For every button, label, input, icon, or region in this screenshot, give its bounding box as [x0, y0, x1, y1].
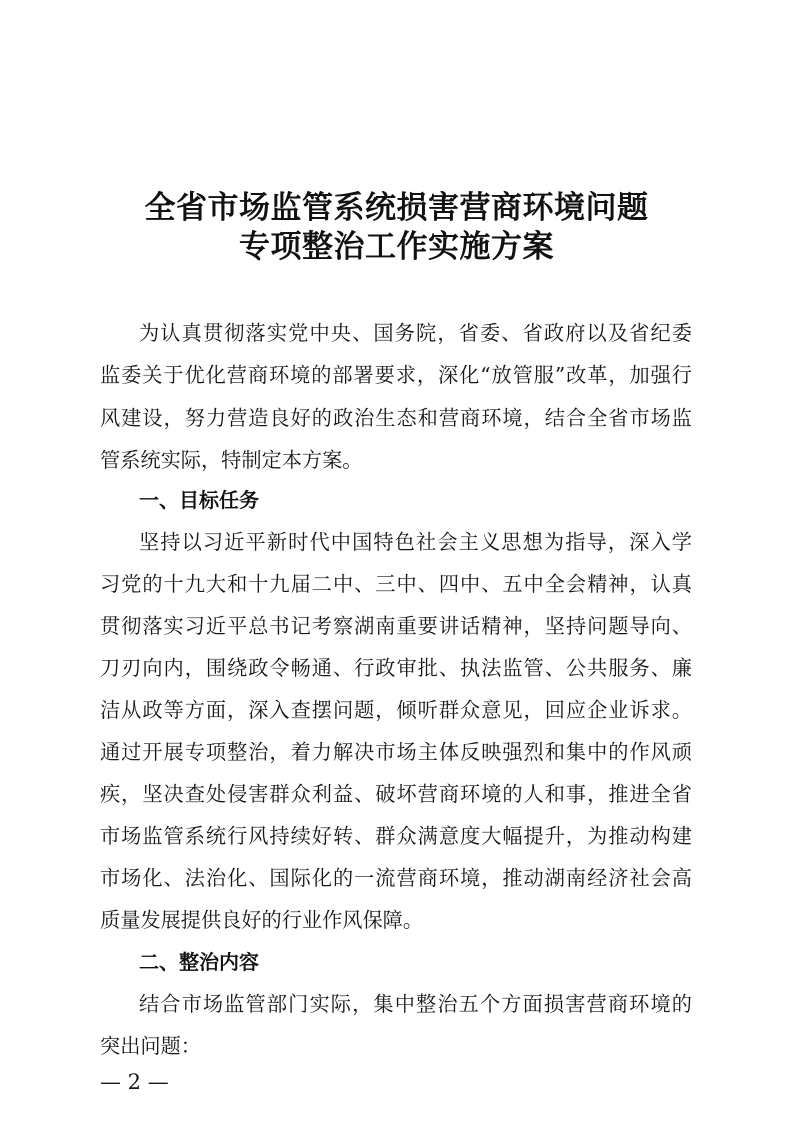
paragraph-line: 市场监管系统行风持续好转、群众满意度大幅提升，为推动构建	[100, 824, 692, 848]
section-heading-content: 二、整治内容	[139, 950, 259, 974]
paragraph-line: 坚持以习近平新时代中国特色社会主义思想为指导，深入学	[139, 530, 692, 554]
paragraph-line: 结合市场监管部门实际，集中整治五个方面损害营商环境的	[139, 992, 692, 1016]
paragraph-line: 疾，坚决查处侵害群众利益、破坏营商环境的人和事，推进全省	[100, 782, 692, 806]
paragraph-line: 刀刃向内，围绕政令畅通、行政审批、执法监管、公共服务、廉	[100, 656, 692, 680]
page-number: — 2 —	[100, 1070, 169, 1094]
paragraph-line: 通过开展专项整治，着力解决市场主体反映强烈和集中的作风顽	[100, 740, 692, 764]
document-title-line-2: 专项整治工作实施方案	[239, 229, 554, 265]
section-heading-goals: 一、目标任务	[139, 488, 259, 512]
paragraph-line: 习党的十九大和十九届二中、三中、四中、五中全会精神，认真	[100, 572, 692, 596]
paragraph-line: 市场化、法治化、国际化的一流营商环境，推动湖南经济社会高	[100, 866, 692, 890]
paragraph-line: 风建设，努力营造良好的政治生态和营商环境，结合全省市场监	[100, 406, 692, 430]
paragraph-line: 突出问题：	[100, 1034, 201, 1058]
paragraph-line: 监委关于优化营商环境的部署要求，深化“放管服”改革，加强行	[100, 363, 692, 387]
paragraph-line: 贯彻落实习近平总书记考察湖南重要讲话精神，坚持问题导向、	[100, 614, 692, 638]
paragraph-line: 为认真贯彻落实党中央、国务院，省委、省政府以及省纪委	[139, 321, 692, 345]
paragraph-line: 质量发展提供良好的行业作风保障。	[100, 908, 424, 932]
document-title-line-1: 全省市场监管系统损害营商环境问题	[144, 190, 649, 226]
paragraph-line: 洁从政等方面，深入查摆问题，倾听群众意见，回应企业诉求。	[100, 698, 692, 722]
paragraph-line: 管系统实际，特制定本方案。	[100, 448, 363, 472]
